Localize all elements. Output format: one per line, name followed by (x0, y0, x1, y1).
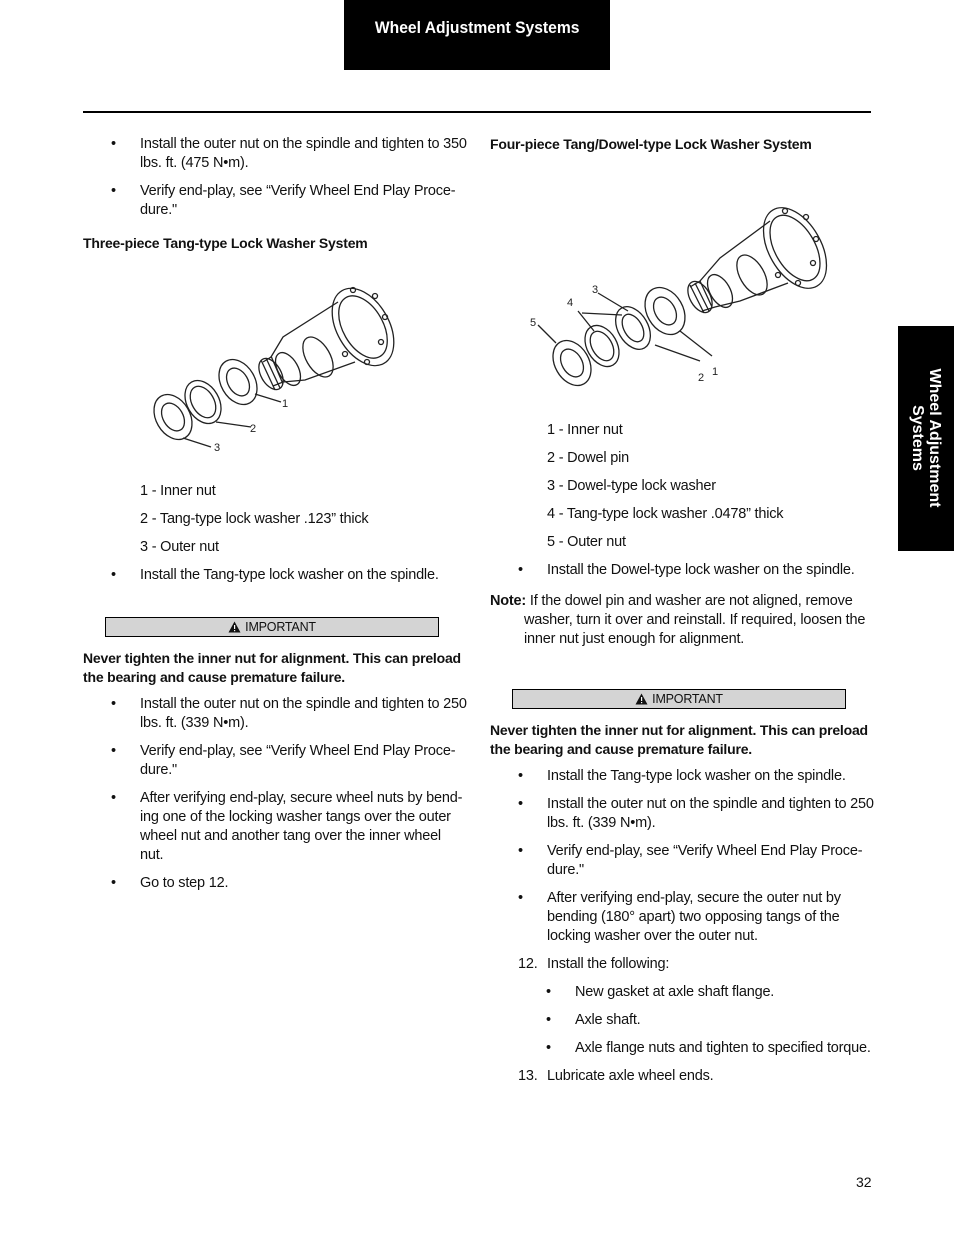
important-banner (512, 689, 846, 709)
legend-item: 3 - Dowel-type lock washer (547, 478, 716, 494)
list-item: • After verifying end-play, secure wheel nuts by bend-ing one of the locking washer tangs over the outer wheel nut and another tang over the inner wheel nut. (83, 789, 468, 865)
step-text: Install the following: (547, 956, 670, 972)
note-label: Note: (490, 593, 527, 609)
legend-item: 4 - Tang-type lock washer .0478” thick (547, 506, 784, 522)
important-label: IMPORTANT (652, 691, 723, 706)
step-number: 12. (518, 956, 538, 972)
step-number: 13. (518, 1068, 538, 1084)
legend-item: 1 - Inner nut (140, 483, 216, 499)
figure-label: 1 (282, 398, 288, 410)
list-item: • Verify end-play, see “Verify Wheel End Play Proce-dure." (83, 182, 468, 220)
list-item: • Install the Tang-type lock washer on the spindle. (83, 566, 468, 585)
step-text: Lubricate axle wheel ends. (547, 1068, 714, 1084)
list-item: • Install the Dowel-type lock washer on the spindle. (490, 561, 875, 580)
left-column (83, 135, 468, 902)
warning-text: Never tighten the inner nut for alignment. This can preload the bearing and cause premature failure. (490, 722, 868, 757)
legend-item: 2 - Dowel pin (547, 450, 630, 466)
list-item: • Install the outer nut on the spindle and tighten to 250 lbs. ft. (339 N•m). (83, 695, 468, 733)
important-label: IMPORTANT (245, 619, 316, 634)
three-piece-figure (83, 262, 468, 482)
legend-item: 3 - Outer nut (140, 539, 219, 555)
list-item: • Verify end-play, see “Verify Wheel End Play Proce-dure." (83, 742, 468, 780)
header-title: Wheel Adjustment Systems (374, 18, 580, 37)
header-rule (83, 111, 871, 113)
four-piece-figure (490, 163, 875, 421)
figure-label: 1 (712, 366, 718, 378)
list-item: • New gasket at axle shaft flange. (490, 983, 875, 1002)
note-paragraph (490, 592, 875, 649)
list-item: • Axle flange nuts and tighten to specified torque. (490, 1039, 875, 1058)
legend-item: 5 - Outer nut (547, 534, 626, 550)
legend-item: 1 - Inner nut (547, 422, 623, 438)
list-item: • Verify end-play, see “Verify Wheel End Play Proce-dure." (490, 842, 875, 880)
list-item: • Install the outer nut on the spindle and tighten to 350 lbs. ft. (475 N•m). (83, 135, 468, 173)
warning-text: Never tighten the inner nut for alignment. This can preload the bearing and cause premature failure. (83, 650, 461, 685)
list-item: • Go to step 12. (83, 874, 468, 893)
list-item: • Install the Tang-type lock washer on the spindle. (490, 767, 875, 786)
list-item: • After verifying end-play, secure the outer nut by bending (180° apart) two opposing tangs of the locking washer over the outer nut. (490, 889, 875, 946)
section-heading: Four-piece Tang/Dowel-type Lock Washer System (490, 136, 812, 152)
figure-label: 2 (250, 423, 256, 435)
important-banner (105, 617, 439, 637)
warning-icon (228, 621, 241, 633)
warning-icon (635, 693, 648, 705)
legend-item: 2 - Tang-type lock washer .123” thick (140, 511, 369, 527)
spindle-illustration-right (490, 163, 875, 421)
section-heading: Three-piece Tang-type Lock Washer System (83, 235, 368, 251)
side-tab-text: Wheel Adjustment Systems (909, 368, 943, 508)
right-column (490, 135, 875, 1095)
step-12 (490, 955, 875, 974)
spindle-illustration-left (83, 262, 468, 482)
step-13 (490, 1067, 875, 1086)
figure-label: 4 (567, 297, 573, 309)
list-item: • Install the outer nut on the spindle and tighten to 250 lbs. ft. (339 N•m). (490, 795, 875, 833)
figure-label: 3 (592, 284, 598, 296)
page-number: 32 (856, 1174, 872, 1190)
note-text: If the dowel pin and washer are not aligned, remove washer, turn it over and reinstall. If required, loosen the inner nut just enough for alignment. (524, 593, 866, 647)
side-section-tab (898, 326, 954, 551)
header-title-box (344, 0, 610, 70)
figure-label: 3 (214, 442, 220, 454)
figure-label: 5 (530, 317, 536, 329)
list-item: • Axle shaft. (490, 1011, 875, 1030)
figure-label: 2 (698, 372, 704, 384)
